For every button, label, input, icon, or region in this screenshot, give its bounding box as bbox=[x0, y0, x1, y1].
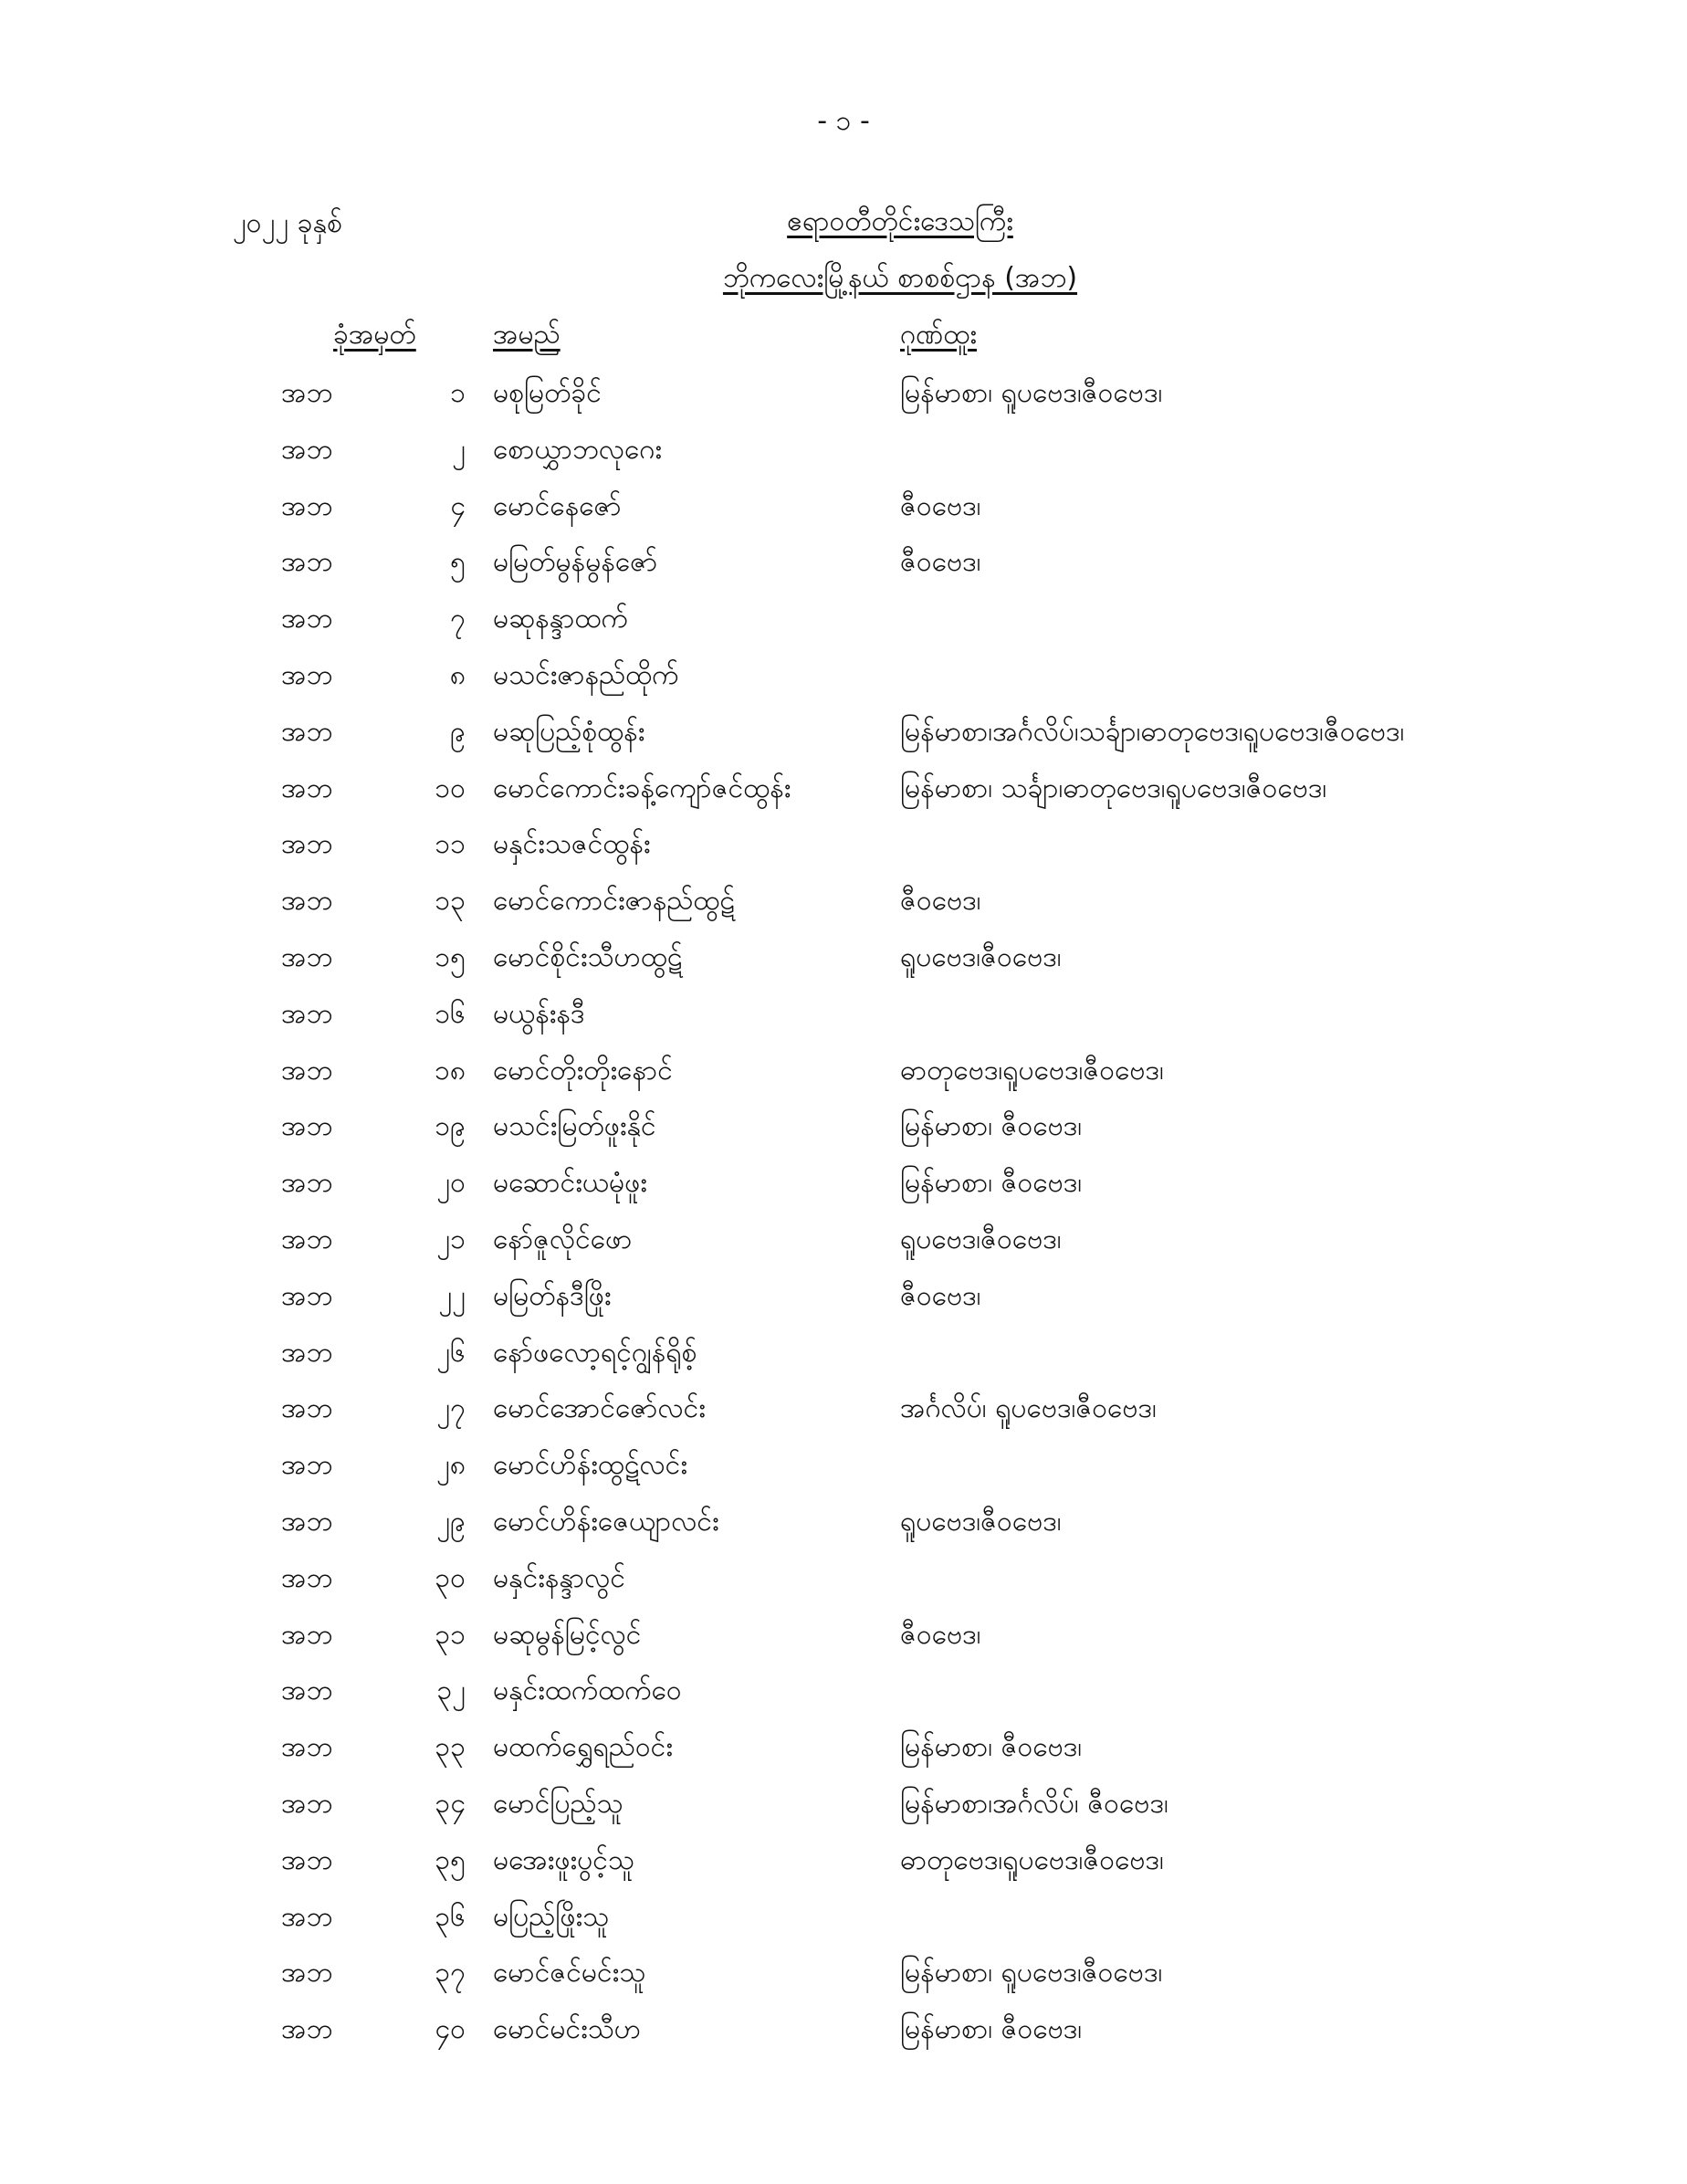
candidate-name: မောင်ပြည့်သူ bbox=[493, 1787, 623, 1820]
table-row bbox=[0, 1213, 1687, 1270]
distinctions: ရူပဗေဒ၊ဇီဝဗေဒ၊ bbox=[900, 1223, 1062, 1255]
candidate-name: မနှင်းနန္ဒာလွင် bbox=[493, 1561, 626, 1594]
roll-number: ၁ bbox=[450, 377, 466, 409]
roll-prefix: အဘ bbox=[281, 772, 333, 804]
candidate-name: မောင်ကောင်းခန့်ကျော်ဇင်ထွန်း bbox=[493, 772, 791, 804]
distinctions: ဇီဝဗေဒ၊ bbox=[900, 1618, 981, 1651]
roll-prefix: အဘ bbox=[281, 1392, 333, 1425]
table-row bbox=[0, 1609, 1687, 1665]
candidate-name: မနှင်းထက်ထက်ဝေ bbox=[493, 1675, 682, 1707]
column-header-distinctions: ဂုဏ်ထူး bbox=[900, 319, 977, 351]
table-row bbox=[0, 1157, 1687, 1213]
exam-center-title: ဘိုကလေးမြို့နယ် စာစစ်ဌာန (အဘ) bbox=[722, 262, 1078, 294]
candidate-name: မောင်ဇင်မင်းသူ bbox=[493, 1957, 646, 1990]
roll-number: ၃၇ bbox=[435, 1957, 466, 1990]
table-row bbox=[0, 1834, 1687, 1891]
table-row bbox=[0, 818, 1687, 875]
roll-number: ၃၆ bbox=[435, 1900, 466, 1933]
distinctions: မြန်မာစာ၊ ဇီဝဗေဒ၊ bbox=[900, 1110, 1083, 1143]
distinctions: အင်္ဂလိပ်၊ ရူပဗေဒ၊ဇီဝဗေဒ၊ bbox=[900, 1392, 1157, 1425]
table-row bbox=[0, 480, 1687, 537]
distinctions: ဇီဝဗေဒ၊ bbox=[900, 489, 981, 522]
candidate-name: မဆုမွန်မြင့်လွင် bbox=[493, 1618, 642, 1651]
roll-prefix: အဘ bbox=[281, 997, 333, 1030]
roll-prefix: အဘ bbox=[281, 715, 333, 748]
candidate-name: မဆုနန္ဒာထက် bbox=[493, 603, 628, 635]
table-row bbox=[0, 2003, 1687, 2060]
roll-number: ၂၈ bbox=[436, 1449, 466, 1482]
roll-number: ၂၇ bbox=[436, 1392, 466, 1425]
column-header-roll-number: ခုံအမှတ် bbox=[333, 319, 416, 351]
table-row bbox=[0, 1891, 1687, 1948]
table-row bbox=[0, 706, 1687, 762]
candidate-name: မောင်အောင်ဇော်လင်း bbox=[493, 1392, 706, 1425]
candidate-name: မပြည့်ဖြိုးသူ bbox=[493, 1900, 610, 1933]
table-row bbox=[0, 1552, 1687, 1609]
roll-prefix: အဘ bbox=[281, 1449, 333, 1482]
roll-number: ၂၀ bbox=[436, 1167, 466, 1200]
candidate-name: မသင်းဇာနည်ထိုက် bbox=[493, 658, 679, 691]
roll-prefix: အဘ bbox=[281, 603, 333, 635]
column-header-name: အမည် bbox=[493, 319, 561, 351]
roll-prefix: အဘ bbox=[281, 1279, 333, 1312]
distinctions: မြန်မာစာ၊ ရူပဗေဒ၊ဇီဝဗေဒ၊ bbox=[900, 1957, 1163, 1990]
table-row bbox=[0, 931, 1687, 988]
distinctions: မြန်မာစာ၊ သင်္ချာ၊ဓာတုဗေဒ၊ရူပဗေဒ၊ဇီဝဗေဒ၊ bbox=[900, 772, 1327, 804]
roll-prefix: အဘ bbox=[281, 885, 333, 918]
candidate-name: မောင်ဟိန်းထွဋ်လင်း bbox=[493, 1449, 687, 1482]
candidate-name: မဆောင်းယမုံဖူး bbox=[493, 1167, 647, 1200]
roll-prefix: အဘ bbox=[281, 658, 333, 691]
table-row bbox=[0, 1045, 1687, 1101]
roll-prefix: အဘ bbox=[281, 1731, 333, 1764]
table-row bbox=[0, 536, 1687, 593]
roll-number: ၉ bbox=[450, 715, 466, 748]
distinctions: ဇီဝဗေဒ၊ bbox=[900, 546, 981, 579]
roll-number: ၂၂ bbox=[438, 1279, 466, 1312]
table-row bbox=[0, 649, 1687, 706]
roll-number: ၃၂ bbox=[436, 1675, 466, 1707]
roll-prefix: အဘ bbox=[281, 1110, 333, 1143]
results-list bbox=[0, 367, 1687, 2060]
roll-prefix: အဘ bbox=[281, 1223, 333, 1255]
table-row bbox=[0, 1496, 1687, 1552]
table-row bbox=[0, 762, 1687, 819]
roll-prefix: အဘ bbox=[281, 1787, 333, 1820]
distinctions: ရူပဗေဒ၊ဇီဝဗေဒ၊ bbox=[900, 1505, 1062, 1538]
table-row bbox=[0, 1439, 1687, 1496]
roll-prefix: အဘ bbox=[281, 1054, 333, 1087]
roll-number: ၃၀ bbox=[435, 1561, 466, 1594]
roll-number: ၁၉ bbox=[435, 1110, 466, 1143]
table-row bbox=[0, 1778, 1687, 1834]
distinctions: ရူပဗေဒ၊ဇီဝဗေဒ၊ bbox=[900, 940, 1062, 973]
roll-prefix: အဘ bbox=[281, 1675, 333, 1707]
distinctions: မြန်မာစာ၊ ဇီဝဗေဒ၊ bbox=[900, 1167, 1083, 1200]
table-row bbox=[0, 1947, 1687, 2003]
roll-prefix: အဘ bbox=[281, 2013, 333, 2046]
roll-number: ၄၀ bbox=[435, 2013, 466, 2046]
table-row bbox=[0, 1721, 1687, 1778]
roll-number: ၃၁ bbox=[435, 1618, 466, 1651]
distinctions: ဓာတုဗေဒ၊ရူပဗေဒ၊ဇီဝဗေဒ၊ bbox=[900, 1843, 1164, 1876]
table-row bbox=[0, 1382, 1687, 1439]
region-title: ဧရာဝတီတိုင်းဒေသကြီး bbox=[787, 205, 1013, 237]
roll-prefix: အဘ bbox=[281, 1505, 333, 1538]
roll-number: ၁၁ bbox=[435, 828, 466, 861]
roll-number: ၅ bbox=[450, 546, 466, 579]
table-row bbox=[0, 1100, 1687, 1157]
roll-prefix: အဘ bbox=[281, 1167, 333, 1200]
roll-number: ၁၈ bbox=[434, 1054, 466, 1087]
roll-number: ၃၄ bbox=[435, 1787, 466, 1820]
candidate-name: မအေးဖူးပွင့်သူ bbox=[493, 1843, 634, 1876]
distinctions: မြန်မာစာ၊အင်္ဂလိပ်၊ ဇီဝဗေဒ၊ bbox=[900, 1787, 1168, 1820]
candidate-name: မောင်ကောင်းဇာနည်ထွဋ် bbox=[493, 885, 735, 918]
roll-number: ၁၃ bbox=[435, 885, 466, 918]
roll-number: ၃၅ bbox=[435, 1843, 466, 1876]
candidate-name: မထက်ရွှေရည်ဝင်း bbox=[493, 1731, 673, 1764]
table-row bbox=[0, 424, 1687, 480]
roll-prefix: အဘ bbox=[281, 940, 333, 973]
roll-number: ၂၆ bbox=[436, 1336, 466, 1369]
roll-number: ၂၉ bbox=[436, 1505, 466, 1538]
roll-prefix: အဘ bbox=[281, 1561, 333, 1594]
candidate-name: မောင်နေဇော် bbox=[493, 489, 622, 522]
candidate-name: မစုမြတ်ခိုင် bbox=[493, 377, 602, 409]
table-row bbox=[0, 1327, 1687, 1383]
table-row bbox=[0, 1270, 1687, 1327]
table-row bbox=[0, 988, 1687, 1045]
table-row bbox=[0, 1664, 1687, 1721]
roll-prefix: အဘ bbox=[281, 433, 333, 466]
roll-prefix: အဘ bbox=[281, 1843, 333, 1876]
candidate-name: မမြတ်နဒီဖြိုး bbox=[493, 1279, 612, 1312]
roll-prefix: အဘ bbox=[281, 1957, 333, 1990]
distinctions: ဓာတုဗေဒ၊ရူပဗေဒ၊ဇီဝဗေဒ၊ bbox=[900, 1054, 1164, 1087]
exam-year: ၂၀၂၂ ခုနှစ် bbox=[233, 207, 342, 239]
roll-number: ၁၆ bbox=[435, 997, 466, 1030]
roll-number: ၁၅ bbox=[435, 940, 466, 973]
roll-number: ၂၁ bbox=[436, 1223, 466, 1255]
roll-number: ၈ bbox=[449, 658, 466, 691]
roll-prefix: အဘ bbox=[281, 377, 333, 409]
roll-prefix: အဘ bbox=[281, 828, 333, 861]
candidate-name: မမြတ်မွန်မွန်ဇော် bbox=[493, 546, 658, 579]
candidate-name: မောင်တိုးတိုးနောင် bbox=[493, 1054, 673, 1087]
table-row bbox=[0, 875, 1687, 931]
candidate-name: မောင်စိုင်းသီဟထွဋ် bbox=[493, 940, 683, 973]
candidate-name: မောင်ဟိန်းဇေယျာလင်း bbox=[493, 1505, 719, 1538]
table-row bbox=[0, 367, 1687, 424]
page-number: - ၁ - bbox=[817, 105, 870, 137]
distinctions: မြန်မာစာ၊ ရူပဗေဒ၊ဇီဝဗေဒ၊ bbox=[900, 377, 1163, 409]
candidate-name: မသင်းမြတ်ဖူးနိုင် bbox=[493, 1110, 656, 1143]
candidate-name: စောယွှာဘလုဂေး bbox=[493, 433, 663, 466]
roll-number: ၇ bbox=[450, 603, 466, 635]
roll-number: ၂ bbox=[452, 433, 466, 466]
candidate-name: မနှင်းသဇင်ထွန်း bbox=[493, 828, 651, 861]
roll-prefix: အဘ bbox=[281, 546, 333, 579]
candidate-name: နော်ဖလော့ရင့်ဂျွန်ရိုစ့် bbox=[493, 1336, 697, 1369]
roll-number: ၁၀ bbox=[435, 772, 466, 804]
distinctions: မြန်မာစာ၊အင်္ဂလိပ်၊သင်္ချာ၊ဓာတုဗေဒ၊ရူပဗေဒ၊ဇီဝဗေဒ၊ bbox=[900, 715, 1405, 748]
candidate-name: နော်ဇူလိုင်ဖော bbox=[493, 1223, 633, 1255]
distinctions: ဇီဝဗေဒ၊ bbox=[900, 885, 981, 918]
roll-prefix: အဘ bbox=[281, 1618, 333, 1651]
table-row bbox=[0, 593, 1687, 649]
candidate-name: မဆုပြည့်စုံထွန်း bbox=[493, 715, 645, 748]
roll-prefix: အဘ bbox=[281, 489, 333, 522]
roll-prefix: အဘ bbox=[281, 1900, 333, 1933]
distinctions: မြန်မာစာ၊ ဇီဝဗေဒ၊ bbox=[900, 2013, 1083, 2046]
candidate-name: မယွန်းနဒီ bbox=[493, 997, 585, 1030]
roll-number: ၃၃ bbox=[435, 1731, 466, 1764]
distinctions: ဇီဝဗေဒ၊ bbox=[900, 1279, 981, 1312]
candidate-name: မောင်မင်းသီဟ bbox=[493, 2013, 642, 2046]
roll-number: ၄ bbox=[450, 489, 466, 522]
roll-prefix: အဘ bbox=[281, 1336, 333, 1369]
distinctions: မြန်မာစာ၊ ဇီဝဗေဒ၊ bbox=[900, 1731, 1083, 1764]
